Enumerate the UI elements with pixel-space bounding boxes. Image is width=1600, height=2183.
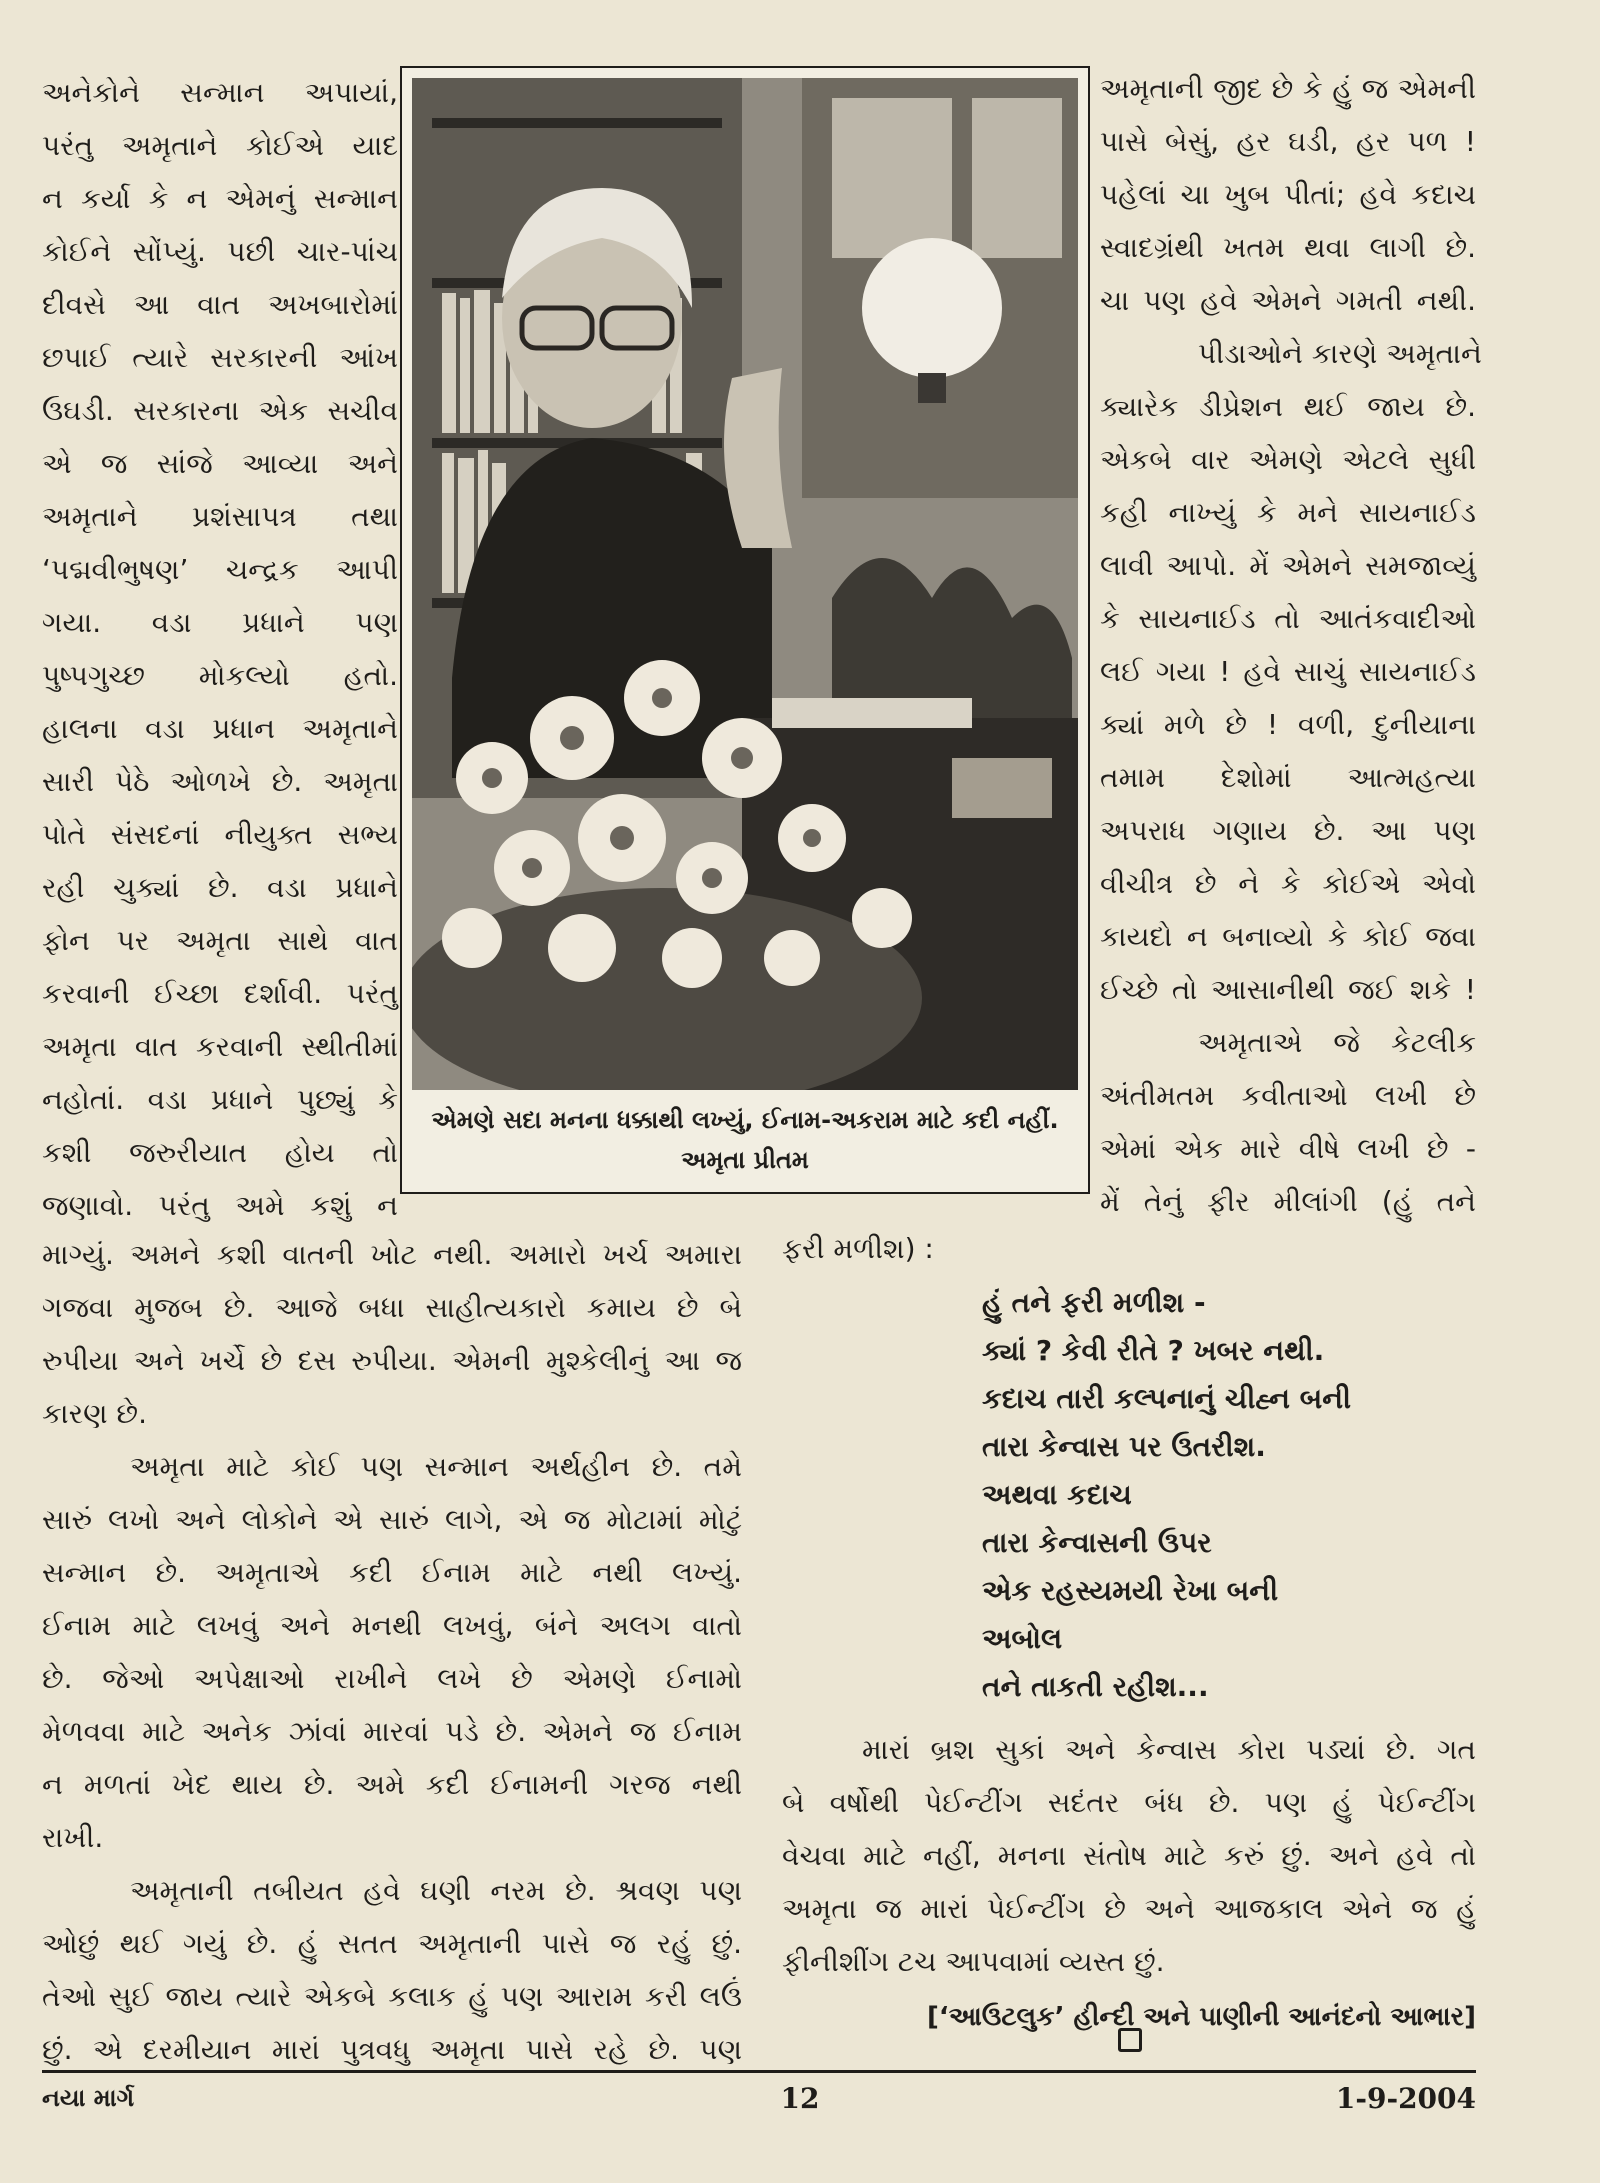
text-line: મારાં બ્રશ સુકાં અને કેન્વાસ કોરા પડ્યાં છે. ગત [862, 1733, 1476, 1766]
publication-name: નયા માર્ગ [42, 2084, 135, 2112]
text-line: ફોન પર અમૃતા સાથે વાત [42, 924, 398, 957]
text-line: દીવસે આ વાત અખબારોમાં [42, 288, 398, 321]
poem-line: અબોલ [982, 1622, 1063, 1655]
text-line: નહોતાં. વડા પ્રધાને પુછ્યું કે [42, 1083, 398, 1116]
text-line: ક્યારેક ડીપ્રેશન થઈ જાય છે. [1100, 390, 1476, 423]
text-line: હાલના વડા પ્રધાન અમૃતાને [42, 712, 398, 745]
text-line: પીડાઓને કારણે અમૃતાને [1198, 337, 1482, 370]
text-line: પુષ્પગુચ્છ મોકલ્યો હતો. [42, 659, 398, 692]
text-line: કે સાયનાઈડ તો આતંકવાદીઓ [1100, 602, 1476, 635]
text-line: એ જ સાંજે આવ્યા અને [42, 447, 398, 480]
poem-line: કદાચ તારી કલ્પનાનું ચીહ્ન બની [982, 1382, 1352, 1415]
text-line: બે વર્ષોથી પેઈન્ટીંગ સદંતર બંધ છે. પણ હું પેઈન્ટીંગ [782, 1786, 1476, 1819]
portrait-photo [412, 78, 1078, 1090]
photo-caption [412, 1100, 1078, 1180]
poem-line: એક રહસ્યમયી રેખા બની [982, 1574, 1279, 1607]
text-line: કશી જરુરીયાત હોય તો [42, 1136, 398, 1169]
poem-line: તને તાકતી રહીશ... [982, 1670, 1209, 1703]
poem-line: ક્યાં ? કેવી રીતે ? ખબર નથી. [982, 1334, 1325, 1367]
right-column-paragraph [1100, 327, 1482, 1016]
text-line: અંતીમતમ કવીતાઓ લખી છે [1100, 1079, 1476, 1112]
text-line: છપાઈ ત્યારે સરકારની આંખ [42, 341, 398, 374]
text-line: ચા પણ હવે એમને ગમતી નથી. [1100, 284, 1476, 317]
poem-section [782, 1222, 1476, 2033]
text-line: સારું લખો અને લોકોને એ સારું લાગે, એ જ મોટામાં મોટું [42, 1503, 742, 1536]
text-line: લાવી આપો. મેં એમને સમજાવ્યું [1100, 549, 1476, 582]
text-line: કરવાની ઈચ્છા દર્શાવી. પરંતુ [42, 977, 398, 1010]
text-line: પરંતુ અમૃતાને કોઈએ યાદ [42, 129, 398, 162]
poem-line: હું તને ફરી મળીશ - [982, 1286, 1206, 1319]
text-line: ગજવા મુજબ છે. આજે બધા સાહીત્યકારો કમાય છે બે [42, 1291, 742, 1324]
text-line: અમૃતાએ જે કેટલીક [1198, 1026, 1476, 1059]
poem-line: અથવા કદાચ [982, 1478, 1132, 1511]
poem-intro: ફરી મળીશ) : [782, 1232, 934, 1265]
text-line: ક્યાં મળે છે ! વળી, દુનીયાના [1100, 708, 1476, 741]
right-column-paragraph [1100, 62, 1476, 327]
text-line: પાસે બેસું, હર ઘડી, હર પળ ! [1100, 125, 1476, 158]
text-line: માગ્યું. અમને કશી વાતની ખોટ નથી. અમારો ખર્ચ અમારા [42, 1238, 742, 1271]
text-line: કોઈને સોંપ્યું. પછી ચાર-પાંચ [42, 235, 398, 268]
text-line: છે. જેઓ અપેક્ષાઓ રાખીને લખે છે એમણે ઈનામો [42, 1662, 742, 1695]
end-of-article-square-icon [1118, 2028, 1142, 2052]
closing-paragraph [782, 1723, 1476, 1988]
poem-line: તારા કેન્વાસની ઉપર [982, 1526, 1212, 1559]
text-line: લઈ ગયા ! હવે સાચું સાયનાઈડ [1100, 655, 1476, 688]
text-line: ગયા. વડા પ્રધાને પણ [42, 606, 398, 639]
text-line: મેળવવા માટે અનેક ઝાંવાં મારવાં પડે છે. એમને જ ઈનામ [42, 1715, 742, 1748]
text-line: સન્માન છે. અમૃતાએ કદી ઈનામ માટે નથી લખ્યું. [42, 1556, 742, 1589]
text-line: છું. એ દરમીયાન મારાં પુત્રવધુ અમૃતા પાસે રહે છે. પણ [42, 2033, 742, 2066]
text-line: અપરાધ ગણાય છે. આ પણ [1100, 814, 1476, 847]
text-line: કહી નાખ્યું કે મને સાયનાઈડ [1100, 496, 1476, 529]
text-line: રહી ચુક્યાં છે. વડા પ્રધાને [42, 871, 398, 904]
text-line: તમામ દેશોમાં આત્મહત્યા [1100, 761, 1476, 794]
left-column [42, 66, 398, 1232]
lower-left-text [42, 1228, 742, 2076]
photo-box [400, 66, 1090, 1194]
text-line: અમૃતાને પ્રશંસાપત્ર તથા [42, 500, 398, 533]
text-line: અનેકોને સન્માન અપાયાં, [42, 76, 398, 109]
text-line: ફીનીશીંગ ટચ આપવામાં વ્યસ્ત છું. [782, 1945, 1165, 1978]
text-line: અમૃતાની તબીયત હવે ઘણી નરમ છે. શ્રવણ પણ [130, 1874, 742, 1907]
text-line: અમૃતા માટે કોઈ પણ સન્માન અર્થહીન છે. તમે [130, 1450, 742, 1483]
text-line: સારી પેઠે ઓળખે છે. અમૃતા [42, 765, 398, 798]
text-line: પોતે સંસદનાં નીયુક્ત સભ્ય [42, 818, 398, 851]
poem-line: તારા કેન્વાસ પર ઉતરીશ. [982, 1430, 1266, 1463]
page-number: 12 [780, 2082, 820, 2115]
right-column-paragraph [1100, 1016, 1476, 1228]
text-line: વીચીત્ર છે ને કે કોઈએ એવો [1100, 867, 1476, 900]
text-line: ઉઘડી. સરકારના એક સચીવ [42, 394, 398, 427]
acknowledgement: [‘આઉટલુક’ હીન્દી અને પાણીની આનંદનો આભાર] [926, 2002, 1476, 2032]
caption-line-1: એમણે સદા મનના ધક્કાથી લખ્યું, ઈનામ-અકરામ માટે કદી નહીં. [431, 1106, 1059, 1134]
text-line: ‘પદ્મવીભુષણ’ ચન્દ્રક આપી [42, 553, 398, 586]
caption-line-2: અમૃતા પ્રીતમ [681, 1146, 809, 1174]
right-column [1100, 62, 1482, 1228]
text-line: એકબે વાર એમણે એટલે સુધી [1100, 443, 1476, 476]
text-line: કારણ છે. [42, 1397, 147, 1430]
text-line: પહેલાં ચા ખુબ પીતાં; હવે કદાચ [1100, 178, 1476, 211]
text-line: રાખી. [42, 1821, 104, 1854]
text-line: મેં તેનું ફીર મીલાંગી (હું તને [1100, 1185, 1476, 1218]
text-line: ઈચ્છે તો આસાનીથી જઈ શકે ! [1100, 973, 1476, 1006]
text-line: ન મળતાં ખેદ થાય છે. અમે કદી ઈનામની ગરજ નથી [42, 1768, 742, 1801]
text-line: અમૃતા જ મારાં પેઈન્ટીંગ છે અને આજકાલ એને જ હું [782, 1892, 1476, 1925]
text-line: ઓછું થઈ ગયું છે. હું સતત અમૃતાની પાસે જ રહું છું. [42, 1927, 742, 1960]
poem [982, 1279, 1476, 1711]
text-line: ઈનામ માટે લખવું અને મનથી લખવું, બંને અલગ વાતો [42, 1609, 742, 1642]
text-line: અમૃતાની જીદ છે કે હું જ એમની [1100, 72, 1476, 105]
text-line: અમૃતા વાત કરવાની સ્થીતીમાં [42, 1030, 398, 1063]
text-line: વેચવા માટે નહીં, મનના સંતોષ માટે કરું છું. અને હવે તો [782, 1839, 1476, 1872]
lower-left-paragraph [42, 1440, 742, 1864]
text-line: જણાવો. પરંતુ અમે કશું ન [42, 1189, 398, 1222]
issue-date: 1-9-2004 [1335, 2082, 1476, 2115]
text-line: એમાં એક મારે વીષે લખી છે - [1100, 1132, 1476, 1165]
text-line: ન કર્યા કે ન એમનું સન્માન [42, 182, 398, 215]
text-line: તેઓ સુઈ જાય ત્યારે એકબે કલાક હું પણ આરામ કરી લઉં [42, 1980, 742, 2013]
footer-rule [42, 2070, 1476, 2073]
text-line: સ્વાદગ્રંથી ખતમ થવા લાગી છે. [1100, 231, 1476, 264]
text-line: રુપીયા અને ખર્ચે છે દસ રુપીયા. એમની મુશ્કેલીનું આ જ [42, 1344, 742, 1377]
lower-left-paragraph [42, 1228, 742, 1440]
text-line: કાયદો ન બનાવ્યો કે કોઈ જવા [1100, 920, 1476, 953]
lower-left-paragraph [42, 1864, 742, 2076]
